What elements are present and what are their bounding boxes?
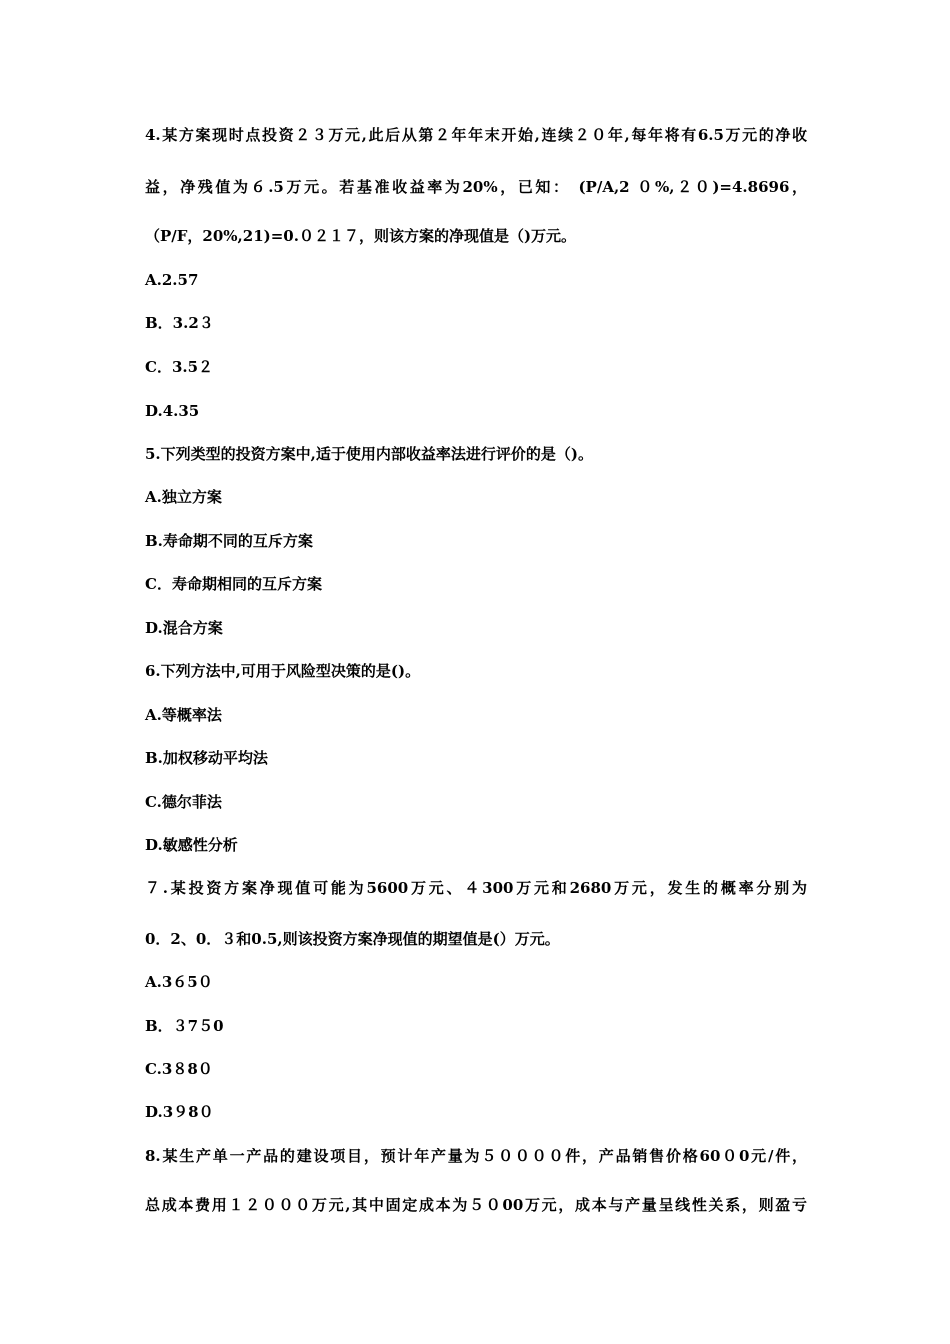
q7-stem-line1: ７.某投资方案净现值可能为5600万元、４300万元和2680万元，发生的概率分别为 bbox=[145, 879, 807, 897]
q8-stem-line2: 总成本费用１２０００万元,其中固定成本为５０00万元，成本与产量呈线性关系，则盈亏 bbox=[145, 1196, 807, 1214]
q5-option-d: D.混合方案 bbox=[145, 619, 223, 637]
q6-stem: 6.下列方法中,可用于风险型决策的是()。 bbox=[145, 662, 421, 680]
q4-option-a: A.2.57 bbox=[145, 271, 199, 289]
q7-stem-line2: 0．2、0．３和0.5,则该投资方案净现值的期望值是(）万元。 bbox=[145, 930, 560, 948]
q6-option-b: B.加权移动平均法 bbox=[145, 749, 268, 767]
q8-stem-line1: 8.某生产单一产品的建设项目，预计年产量为５００００件，产品销售价格60０0元/件， bbox=[145, 1147, 807, 1165]
q7-option-b: B．３7５0 bbox=[145, 1017, 224, 1035]
q6-option-a: A.等概率法 bbox=[145, 706, 222, 724]
q6-option-d: D.敏感性分析 bbox=[145, 836, 238, 854]
q4-option-b: B．3.2３ bbox=[145, 314, 214, 332]
q5-stem: 5.下列类型的投资方案中,适于使用内部收益率法进行评价的是（)。 bbox=[145, 445, 593, 463]
q5-option-c: C．寿命期相同的互斥方案 bbox=[145, 575, 322, 593]
q5-option-b: B.寿命期不同的互斥方案 bbox=[145, 532, 313, 550]
q7-option-d: D.3９8０ bbox=[145, 1103, 214, 1121]
q4-stem-line2: 益，净残值为６.5万元。若基准收益率为20%，已知： (P/A,2 ０%,２０)=4.8696， bbox=[145, 178, 807, 196]
q4-option-c: C．3.5２ bbox=[145, 358, 214, 376]
q5-option-a: A.独立方案 bbox=[145, 488, 222, 506]
q7-option-c: C.3８8０ bbox=[145, 1060, 213, 1078]
q7-option-a: A.3６5０ bbox=[145, 973, 213, 991]
q4-stem-line3: （P/F，20%,21)=0.０２１７，则该方案的净现值是（)万元。 bbox=[145, 227, 577, 245]
q4-option-d: D.4.35 bbox=[145, 402, 200, 420]
q4-stem-line1: 4.某方案现时点投资２３万元,此后从第２年年末开始,连续２０年,每年将有6.5万元的净收 bbox=[145, 126, 807, 144]
q6-option-c: C.德尔菲法 bbox=[145, 793, 222, 811]
